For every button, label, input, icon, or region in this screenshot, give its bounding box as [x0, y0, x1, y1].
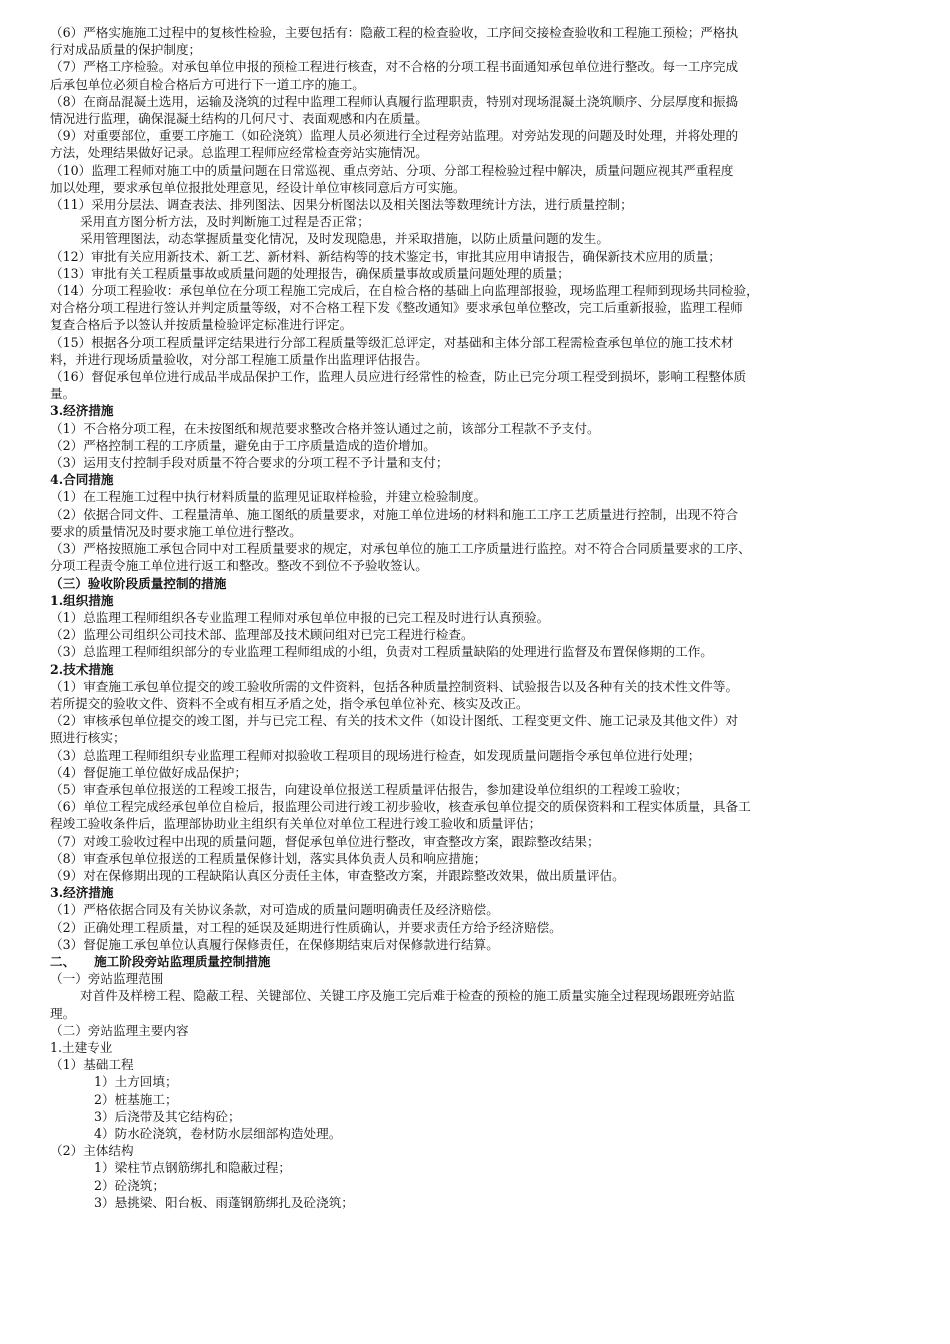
section-heading: 3.经济措施 — [50, 885, 114, 901]
text-line: （3）总监理工程师组织专业监理工程师对拟验收工程项目的现场进行检查，如发现质量问题指令承包单位进行处理； — [50, 747, 701, 763]
text-line: 2）砼浇筑； — [94, 1177, 165, 1193]
text-line: （8）审查承包单位报送的工程质量保修计划，落实具体负责人员和响应措施； — [50, 850, 487, 866]
text-line: 照进行核实； — [50, 730, 126, 746]
section-heading: 3.经济措施 — [50, 403, 114, 419]
text-line: （8）在商品混凝土选用，运输及浇筑的过程中监理工程师认真履行监理职责，特别对现场混凝土浇筑顺序、分层厚度和振捣 — [50, 93, 739, 109]
text-line: （12）审批有关应用新技术、新工艺、新材料、新结构等的技术鉴定书，审批其应用申请报告，确保新技术应用的质量； — [50, 248, 721, 264]
text-line: （1）不合格分项工程，在未按图纸和规范要求整改合格并签认通过之前，该部分工程款不予支付。 — [50, 420, 600, 436]
text-line: （6）严格实施施工过程中的复核性检验，主要包括有：隐蔽工程的检查验收，工序间交接检查验收和工程施工预检；严格执 — [50, 25, 739, 40]
text-line: （11）采用分层法、调查表法、排列图法、因果分析图法以及相关图法等数理统计方法，进行质量控制； — [50, 197, 633, 213]
text-line: （13）审批有关工程质量事故或质量问题的处理报告，确保质量事故或质量问题处理的质量； — [50, 265, 570, 281]
text-line: 对合格分项工程进行签认并判定质量等级，对不合格工程下发《整改通知》要求承包单位整改，完工后重新报验，监理工程师 — [50, 300, 743, 316]
text-line: （2）监理公司组织公司技术部、监理部及技术顾问组对已完工程进行检查。 — [50, 627, 474, 643]
section-heading: 4.合同措施 — [50, 472, 114, 488]
text-line: （3）督促施工承包单位认真履行保修责任，在保修期结束后对保修款进行结算。 — [50, 936, 499, 952]
text-line: 采用直方图分析方法，及时判断施工过程是否正常； — [80, 214, 370, 230]
text-line: （1）在工程施工过程中执行材料质量的监理见证取样检验，并建立检验制度。 — [50, 489, 487, 505]
text-line: 量。 — [50, 386, 76, 402]
text-line: （16）督促承包单位进行成品半成品保护工作，监理人员应进行经常性的检查，防止已完分项工程受到损坏，影响工程整体质 — [50, 369, 747, 385]
text-line: 1.土建专业 — [50, 1039, 113, 1055]
text-line: （3）总监理工程师组织部分的专业监理工程师组成的小组，负责对工程质量缺陷的处理进行监督及布置保修期的工作。 — [50, 644, 713, 660]
text-line: 程竣工验收条件后，监理部协助业主组织有关单位对单位工程进行竣工验收和质量评估； — [50, 816, 542, 832]
section-heading: 1.组织措施 — [50, 592, 114, 608]
text-line: （3）运用支付控制手段对质量不符合要求的分项工程不予计量和支付； — [50, 455, 449, 471]
text-line: 3）后浇带及其它结构砼； — [94, 1108, 241, 1124]
text-line: （二）旁站监理主要内容 — [50, 1022, 189, 1038]
text-line: （14）分项工程验收：承包单位在分项工程施工完成后，在自检合格的基础上向监理部报验，现场监理工程师到现场共同检验， — [50, 283, 759, 299]
text-line: （2）主体结构 — [50, 1143, 134, 1159]
text-line: （2）依据合同文件、工程量清单、施工图纸的质量要求，对施工单位进场的材料和施工工序工艺质量进行控制，出现不符合 — [50, 506, 739, 522]
text-line: （3）严格按照施工承包合同中对工程质量要求的规定，对承包单位的施工工序质量进行监控。对不符合合同质量要求的工序、 — [50, 541, 751, 557]
text-line: （10）监理工程师对施工中的质量问题在日常巡视、重点旁站、分项、分部工程检验过程中解决，质量问题应视其严重程度 — [50, 162, 734, 178]
text-line: （1）总监理工程师组织各专业监理工程师对承包单位申报的已完工程及时进行认真预验。 — [50, 609, 550, 625]
text-line: （2）审核承包单位提交的竣工图，并与已完工程、有关的技术文件（如设计图纸、工程变更文件、施工记录及其他文件）对 — [50, 713, 739, 729]
text-line: （7）对竣工验收过程中出现的质量问题，督促承包单位进行整改，审查整改方案，跟踪整改结果； — [50, 833, 600, 849]
text-line: （2）正确处理工程质量，对工程的延误及延期进行性质确认，并要求责任方给予经济赔偿。 — [50, 919, 562, 935]
text-line: （9）对重要部位，重要工序施工（如砼浇筑）监理人员必须进行全过程旁站监理。对旁站发现的问题及时处理，并将处理的 — [50, 128, 739, 144]
text-line: （15）根据各分项工程质量评定结果进行分部工程质量等级汇总评定，对基础和主体分部工程需检查承包单位的施工技术材 — [50, 334, 734, 350]
text-line: （1）基础工程 — [50, 1057, 134, 1073]
text-line: 分项工程责令施工单位进行返工和整改。整改不到位不予验收签认。 — [50, 558, 428, 574]
text-line: 理。 — [50, 1005, 76, 1021]
text-line: 行对成品质量的保护制度； — [50, 42, 202, 58]
text-line: （2）严格控制工程的工序质量，避免由于工序质量造成的造价增加。 — [50, 437, 436, 453]
text-line: 后承包单位必须自检合格后方可进行下一道工序的施工。 — [50, 76, 365, 92]
text-line: 要求的质量情况及时要求施工单位进行整改。 — [50, 523, 302, 539]
text-line: 3）悬挑梁、阳台板、雨蓬钢筋绑扎及砼浇筑； — [94, 1194, 354, 1210]
text-line: 料，并进行现场质量验收，对分部工程施工质量作出监理评估报告。 — [50, 351, 428, 367]
section-heading: 2.技术措施 — [50, 661, 114, 677]
text-line: 2）桩基施工； — [94, 1091, 178, 1107]
text-line: 情况进行监理，确保混凝土结构的几何尺寸、表面观感和内在质量。 — [50, 111, 428, 127]
text-line: （9）对在保修期出现的工程缺陷认真区分责任主体，审查整改方案，并跟踪整改效果，做出质量评估。 — [50, 867, 625, 883]
text-line: 对首件及样榜工程、隐蔽工程、关键部位、关键工序及施工完后难于检查的预检的施工质量实施全过程现场跟班旁站监 — [80, 988, 735, 1004]
text-line: 采用管理图法，动态掌握质量变化情况，及时发现隐患，并采取措施，以防止质量问题的发生。 — [80, 231, 609, 247]
text-line: 若所提交的验收文件、资料不全或有相互矛盾之处，指令承包单位补充、核实及改正。 — [50, 695, 529, 711]
section-heading: （三）验收阶段质量控制的措施 — [50, 575, 227, 591]
text-line: 1）土方回填； — [94, 1074, 178, 1090]
text-line: 4）防水砼浇筑，卷材防水层细部构造处理。 — [94, 1126, 342, 1141]
text-line: 方法，处理结果做好记录。总监理工程师应经常检查旁站实施情况。 — [50, 145, 428, 161]
text-line: （一）旁站监理范围 — [50, 971, 164, 987]
text-line: （1）严格依据合同及有关协议条款，对可造成的质量问题明确责任及经济赔偿。 — [50, 902, 499, 918]
text-line: 1）梁柱节点钢筋绑扎和隐蔽过程； — [94, 1160, 291, 1176]
text-line: （4）督促施工单位做好成品保护； — [50, 764, 247, 780]
text-line: （7）严格工序检验。对承包单位申报的预检工程进行核查，对不合格的分项工程书面通知承包单位进行整改。每一工序完成 — [50, 59, 739, 75]
section-heading: 二、 施工阶段旁站监理质量控制措施 — [50, 953, 271, 969]
text-line: （5）审查承包单位报送的工程竣工报告，向建设单位报送工程质量评估报告，参加建设单位组织的工程竣工验收； — [50, 781, 688, 797]
text-line: 复查合格后予以签认并按质量检验评定标准进行评定。 — [50, 317, 353, 333]
text-line: （6）单位工程完成经承包单位自检后，报监理公司进行竣工初步验收，核查承包单位提交的质保资料和工程实体质量，具备工 — [50, 799, 751, 815]
text-line: 加以处理，要求承包单位报批处理意见，经设计单位审核同意后方可实施。 — [50, 179, 466, 195]
text-line: （1）审查施工承包单位提交的竣工验收所需的文件资料，包括各种质量控制资料、试验报告以及各种有关的技术性文件等。 — [50, 678, 739, 694]
